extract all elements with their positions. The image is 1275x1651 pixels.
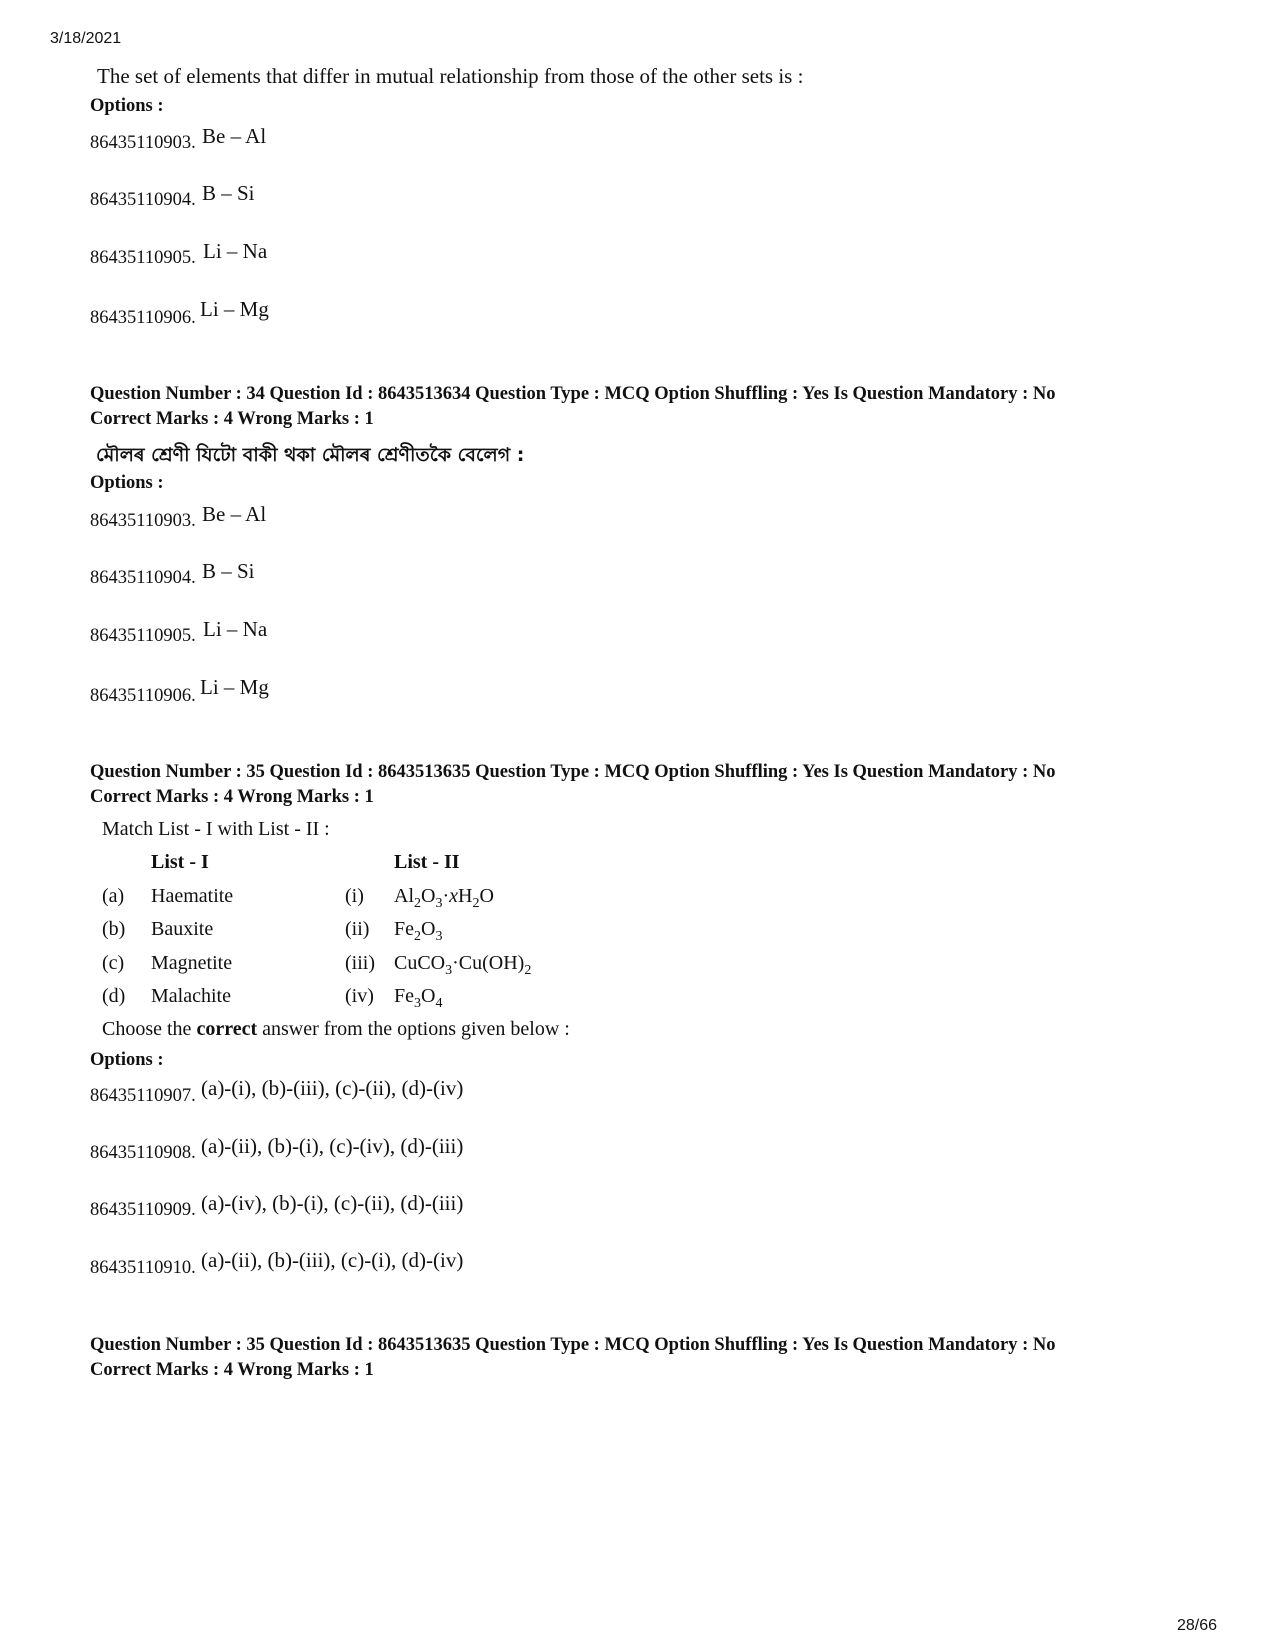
q35b-header-line-2: Correct Marks : 4 Wrong Marks : 1 <box>90 1360 374 1380</box>
match-row-b-mineral: Bauxite <box>151 918 214 940</box>
q33-option-3-id: 86435110905. <box>90 248 196 268</box>
q34-text: মৌলৰ শ্ৰেণী যিটো বাকী থকা মৌলৰ শ্ৰেণীতকৈ বেলেগ : <box>96 444 525 466</box>
q35-options-label: Options : <box>90 1050 164 1070</box>
match-row-c-key: (c) <box>102 952 125 974</box>
q35-option-1-value: (a)-(i), (b)-(iii), (c)-(ii), (d)-(iv) <box>201 1076 464 1100</box>
q33-option-2-id: 86435110904. <box>90 190 196 210</box>
q34-option-4-value: Li – Mg <box>200 675 269 699</box>
page-number: 28/66 <box>1177 1617 1218 1634</box>
q35b-header-line-1: Question Number : 35 Question Id : 8643513635 Question Type : MCQ Option Shuffling : Yes Is Question Mandatory : No <box>90 1335 1056 1355</box>
q35-option-2-value: (a)-(ii), (b)-(i), (c)-(iv), (d)-(iii) <box>201 1134 464 1158</box>
match-row-a-mineral: Haematite <box>151 885 234 907</box>
q34-header-line-2: Correct Marks : 4 Wrong Marks : 1 <box>90 409 374 429</box>
match-row-c-mineral: Magnetite <box>151 952 233 974</box>
match-row-ii-key: (ii) <box>345 918 370 940</box>
q35-header-line-1: Question Number : 35 Question Id : 8643513635 Question Type : MCQ Option Shuffling : Yes Is Question Mandatory : No <box>90 762 1056 782</box>
q33-option-1-id: 86435110903. <box>90 133 196 153</box>
q33-option-1-value: Be – Al <box>202 124 267 148</box>
formula-cuco3-cuoh2: $CuCO_3\cdot Cu(OH)_2$ <box>394 952 532 978</box>
formula-al2o3-xh2o: $Al_2O_3\cdot xH_2O$ <box>394 885 494 911</box>
q33-option-3-value: Li – Na <box>203 239 268 263</box>
match-row-iii-key: (iii) <box>345 952 375 974</box>
match-row-i-key: (i) <box>345 885 364 907</box>
q34-header-line-1: Question Number : 34 Question Id : 8643513634 Question Type : MCQ Option Shuffling : Yes Is Question Mandatory : No <box>90 384 1056 404</box>
q34-option-2-value: B – Si <box>202 559 255 583</box>
print-date: 3/18/2021 <box>50 30 122 47</box>
q35-intro: Match List - I with List - II : <box>102 818 330 840</box>
q33-option-4-value: Li – Mg <box>200 297 269 321</box>
q33-option-2-value: B – Si <box>202 181 255 205</box>
q34-option-1-id: 86435110903. <box>90 511 196 531</box>
q35-option-3-value: (a)-(iv), (b)-(i), (c)-(ii), (d)-(iii) <box>201 1191 464 1215</box>
q34-option-3-value: Li – Na <box>203 617 268 641</box>
match-row-d-mineral: Malachite <box>151 985 231 1007</box>
q34-options-label: Options : <box>90 473 164 493</box>
match-row-a-key: (a) <box>102 885 125 907</box>
q35-instruction: Choose the correct answer from the options given below : <box>102 1018 570 1040</box>
q34-option-2-id: 86435110904. <box>90 568 196 588</box>
q35-option-1-id: 86435110907. <box>90 1086 196 1106</box>
q35-header-line-2: Correct Marks : 4 Wrong Marks : 1 <box>90 787 374 807</box>
q35-option-4-value: (a)-(ii), (b)-(iii), (c)-(i), (d)-(iv) <box>201 1248 464 1272</box>
q33-text: The set of elements that differ in mutual relationship from those of the other sets is : <box>97 64 804 88</box>
q35-option-4-id: 86435110910. <box>90 1258 196 1278</box>
list-2-title: List - II <box>394 851 460 873</box>
formula-fe2o3: $Fe_2O_3$ <box>394 918 443 944</box>
match-row-b-key: (b) <box>102 918 126 940</box>
q34-option-3-id: 86435110905. <box>90 626 196 646</box>
q33-options-label: Options : <box>90 96 164 116</box>
formula-fe3o4: $Fe_3O_4$ <box>394 985 443 1011</box>
match-row-iv-key: (iv) <box>345 985 374 1007</box>
q35-option-3-id: 86435110909. <box>90 1200 196 1220</box>
q34-option-1-value: Be – Al <box>202 502 267 526</box>
q33-option-4-id: 86435110906. <box>90 308 196 328</box>
list-1-title: List - I <box>151 851 209 873</box>
q35-option-2-id: 86435110908. <box>90 1143 196 1163</box>
match-row-d-key: (d) <box>102 985 126 1007</box>
q34-option-4-id: 86435110906. <box>90 686 196 706</box>
